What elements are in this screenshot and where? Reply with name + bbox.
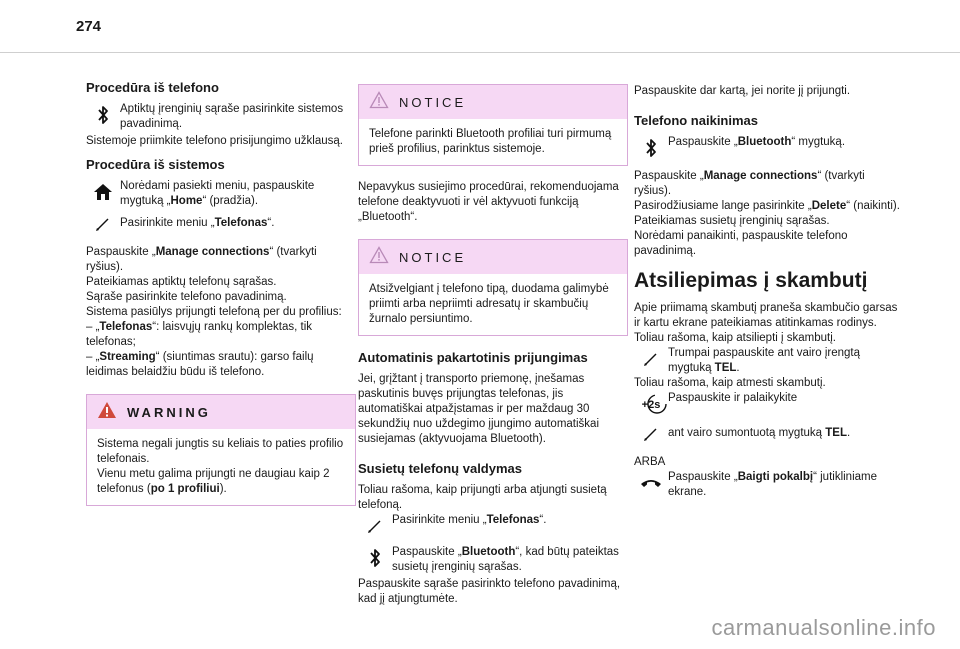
home-icon [86, 179, 120, 205]
hold-step [634, 391, 904, 417]
hold-2s-icon [634, 391, 668, 417]
bluetooth-icon [86, 102, 120, 128]
bluetooth-step-text: Paspauskite „Bluetooth“, kad būtų pateiktas susietų įrenginių sąrašas. [392, 546, 619, 573]
notice-header-2 [359, 240, 627, 274]
delete-name-text: Norėdami panaikinti, paspauskite telefono pavadinimą. [634, 230, 848, 257]
home-step-text: Norėdami pasiekti meniu, paspauskite mygtuką „Home“ (pradžia). [120, 180, 315, 207]
bluetooth-step [358, 545, 628, 575]
heading-auto-reconnect: Automatinis pakartotinis prijungimas [358, 350, 588, 365]
paired-list-text: Pateikiamas susietų įrenginių sąrašas. [634, 215, 830, 227]
answer-how-text: Toliau rašoma, kaip atsiliepti į skambutį. [634, 332, 836, 344]
warning-body [87, 429, 355, 505]
phone-procedure-step [86, 102, 356, 132]
two-profiles-text: Sistema pasiūlys prijungti telefoną per du profilius: [86, 306, 342, 318]
pairing-failed-text: Nepavykus susiejimo procedūrai, rekomenduojama telefone deaktyvuoti ir vėl aktyvuoti funkciją „Bluetooth“. [358, 181, 619, 223]
manage-phones-text: Toliau rašoma, kaip prijungti arba atjungti susietą telefoną. [358, 484, 607, 511]
reject-how-text: Toliau rašoma, kaip atmesti skambutį. [634, 377, 826, 389]
heading-manage-phones: Susietų telefonų valdymas [358, 461, 522, 476]
end-call-text: Paspauskite „Baigti pokalbį“ jutikliniame ekrane. [668, 471, 878, 498]
phone-step-text: Aptiktų įrenginių sąraše pasirinkite sistemos pavadinimą. [120, 103, 344, 130]
reconnect-text: Paspauskite dar kartą, jei norite jį prijungti. [634, 85, 851, 97]
phone-menu-text: Pasirinkite meniu „Telefonas“. [120, 217, 275, 229]
hold-text: Paspauskite ir palaikykite [668, 392, 798, 404]
warning-box [86, 394, 356, 506]
top-rule [0, 52, 960, 53]
manage-connections-text: Paspauskite „Manage connections“ (tvarkyti ryšius). [86, 246, 317, 273]
wheel-button-text: ant vairo sumontuotą mygtuką TEL. [668, 427, 851, 439]
phone-menu-step-2 [358, 513, 628, 539]
notice-title-1: NOTICE [399, 94, 467, 110]
delete-text: Pasirodžiusiame lange pasirinkite „Delete“ (naikinti). [634, 200, 900, 212]
stylus-icon [634, 421, 668, 447]
column-1 [86, 80, 356, 520]
bluetooth-icon [358, 545, 392, 571]
warning-line-1: Sistema negali jungtis su keliais to paties profilio telefonais. [97, 438, 344, 465]
bluetooth-button-text: Paspauskite „Bluetooth“ mygtuką. [668, 136, 846, 148]
bluetooth-button-step [634, 135, 904, 161]
profile-telefonas-item: – „Telefonas“: laisvųjų rankų komplektas, tik telefonas; [86, 321, 313, 348]
warning-title: WARNING [127, 404, 211, 420]
notice-body-1: Telefone parinkti Bluetooth profiliai turi pirmumą prieš profilius, parinktus sistemoje. [369, 128, 612, 155]
wheel-button-step [634, 421, 904, 447]
notice-title-2: NOTICE [399, 249, 467, 265]
stylus-icon [358, 513, 392, 539]
notice-header-1 [359, 85, 627, 119]
stylus-icon [86, 211, 120, 237]
warning-line-2: Vienu metu galima prijungti ne daugiau kaip 2 telefonus (po 1 profiliui). [97, 468, 330, 495]
hold-2s-label: +2s [641, 399, 661, 411]
heading-answer-call: Atsiliepimas į skambutį [634, 269, 868, 292]
or-text: ARBA [634, 456, 666, 468]
column-2 [358, 80, 628, 615]
hang-up-icon [634, 470, 668, 496]
bluetooth-icon [634, 135, 668, 161]
choose-phone-text: Sąraše pasirinkite telefono pavadinimą. [86, 291, 287, 303]
page-number: 274 [76, 18, 102, 35]
watermark: carmanualsonline.info [711, 615, 936, 640]
auto-reconnect-text: Jei, grįžtant į transporto priemonę, įnešamas paskutinis buvęs prijungtas telefonas, jis automatiškai atpažįstamas ir per maždaug 30 sekundžių nuo uždegimo įjungimo automatiškai susiejamas (aktyvuojama Bluetooth). [358, 373, 600, 445]
heading-system-procedure: Procedūra iš sistemos [86, 157, 225, 172]
column-3 [634, 80, 904, 502]
home-step [86, 179, 356, 209]
short-press-step [634, 346, 904, 376]
heading-phone-procedure: Procedūra iš telefono [86, 80, 219, 95]
short-press-text: Trumpai paspauskite ant vairo įrengtą mygtuką TEL. [668, 347, 860, 374]
notice-triangle-icon [369, 91, 389, 114]
phone-menu-step [86, 211, 356, 237]
incoming-call-text: Apie priimamą skambutį praneša skambučio garsas ir kartu ekrane pateikiamas atitinkamas rodinys. [634, 302, 898, 329]
manage-connections-text-2: Paspauskite „Manage connections“ (tvarkyti ryšius). [634, 170, 865, 197]
phone-menu-text-2: Pasirinkite meniu „Telefonas“. [392, 514, 547, 526]
detected-list-text: Pateikiamas aptiktų telefonų sąrašas. [86, 276, 277, 288]
warning-triangle-icon [97, 401, 117, 424]
profile-streaming-item: – „Streaming“ (siuntimas srautu): garso failų leidimas belaidžiu būdu iš telefono. [86, 351, 314, 378]
notice-body-2: Atsižvelgiant į telefono tipą, duodama galimybė priimti arba nepriimti adresatų ir skambučių žurnalo persiuntimo. [369, 283, 609, 325]
disconnect-text: Paspauskite sąraše pasirinkto telefono pavadinimą, kad jį atjungtumėte. [358, 578, 621, 605]
phone-accept-text: Sistemoje priimkite telefono prisijungimo užklausą. [86, 135, 343, 147]
notice-box-2 [358, 239, 628, 336]
notice-box-1 [358, 84, 628, 166]
warning-header [87, 395, 355, 429]
heading-delete-phone: Telefono naikinimas [634, 113, 759, 128]
notice-triangle-icon [369, 246, 389, 269]
stylus-icon [634, 346, 668, 372]
end-call-step [634, 470, 904, 500]
